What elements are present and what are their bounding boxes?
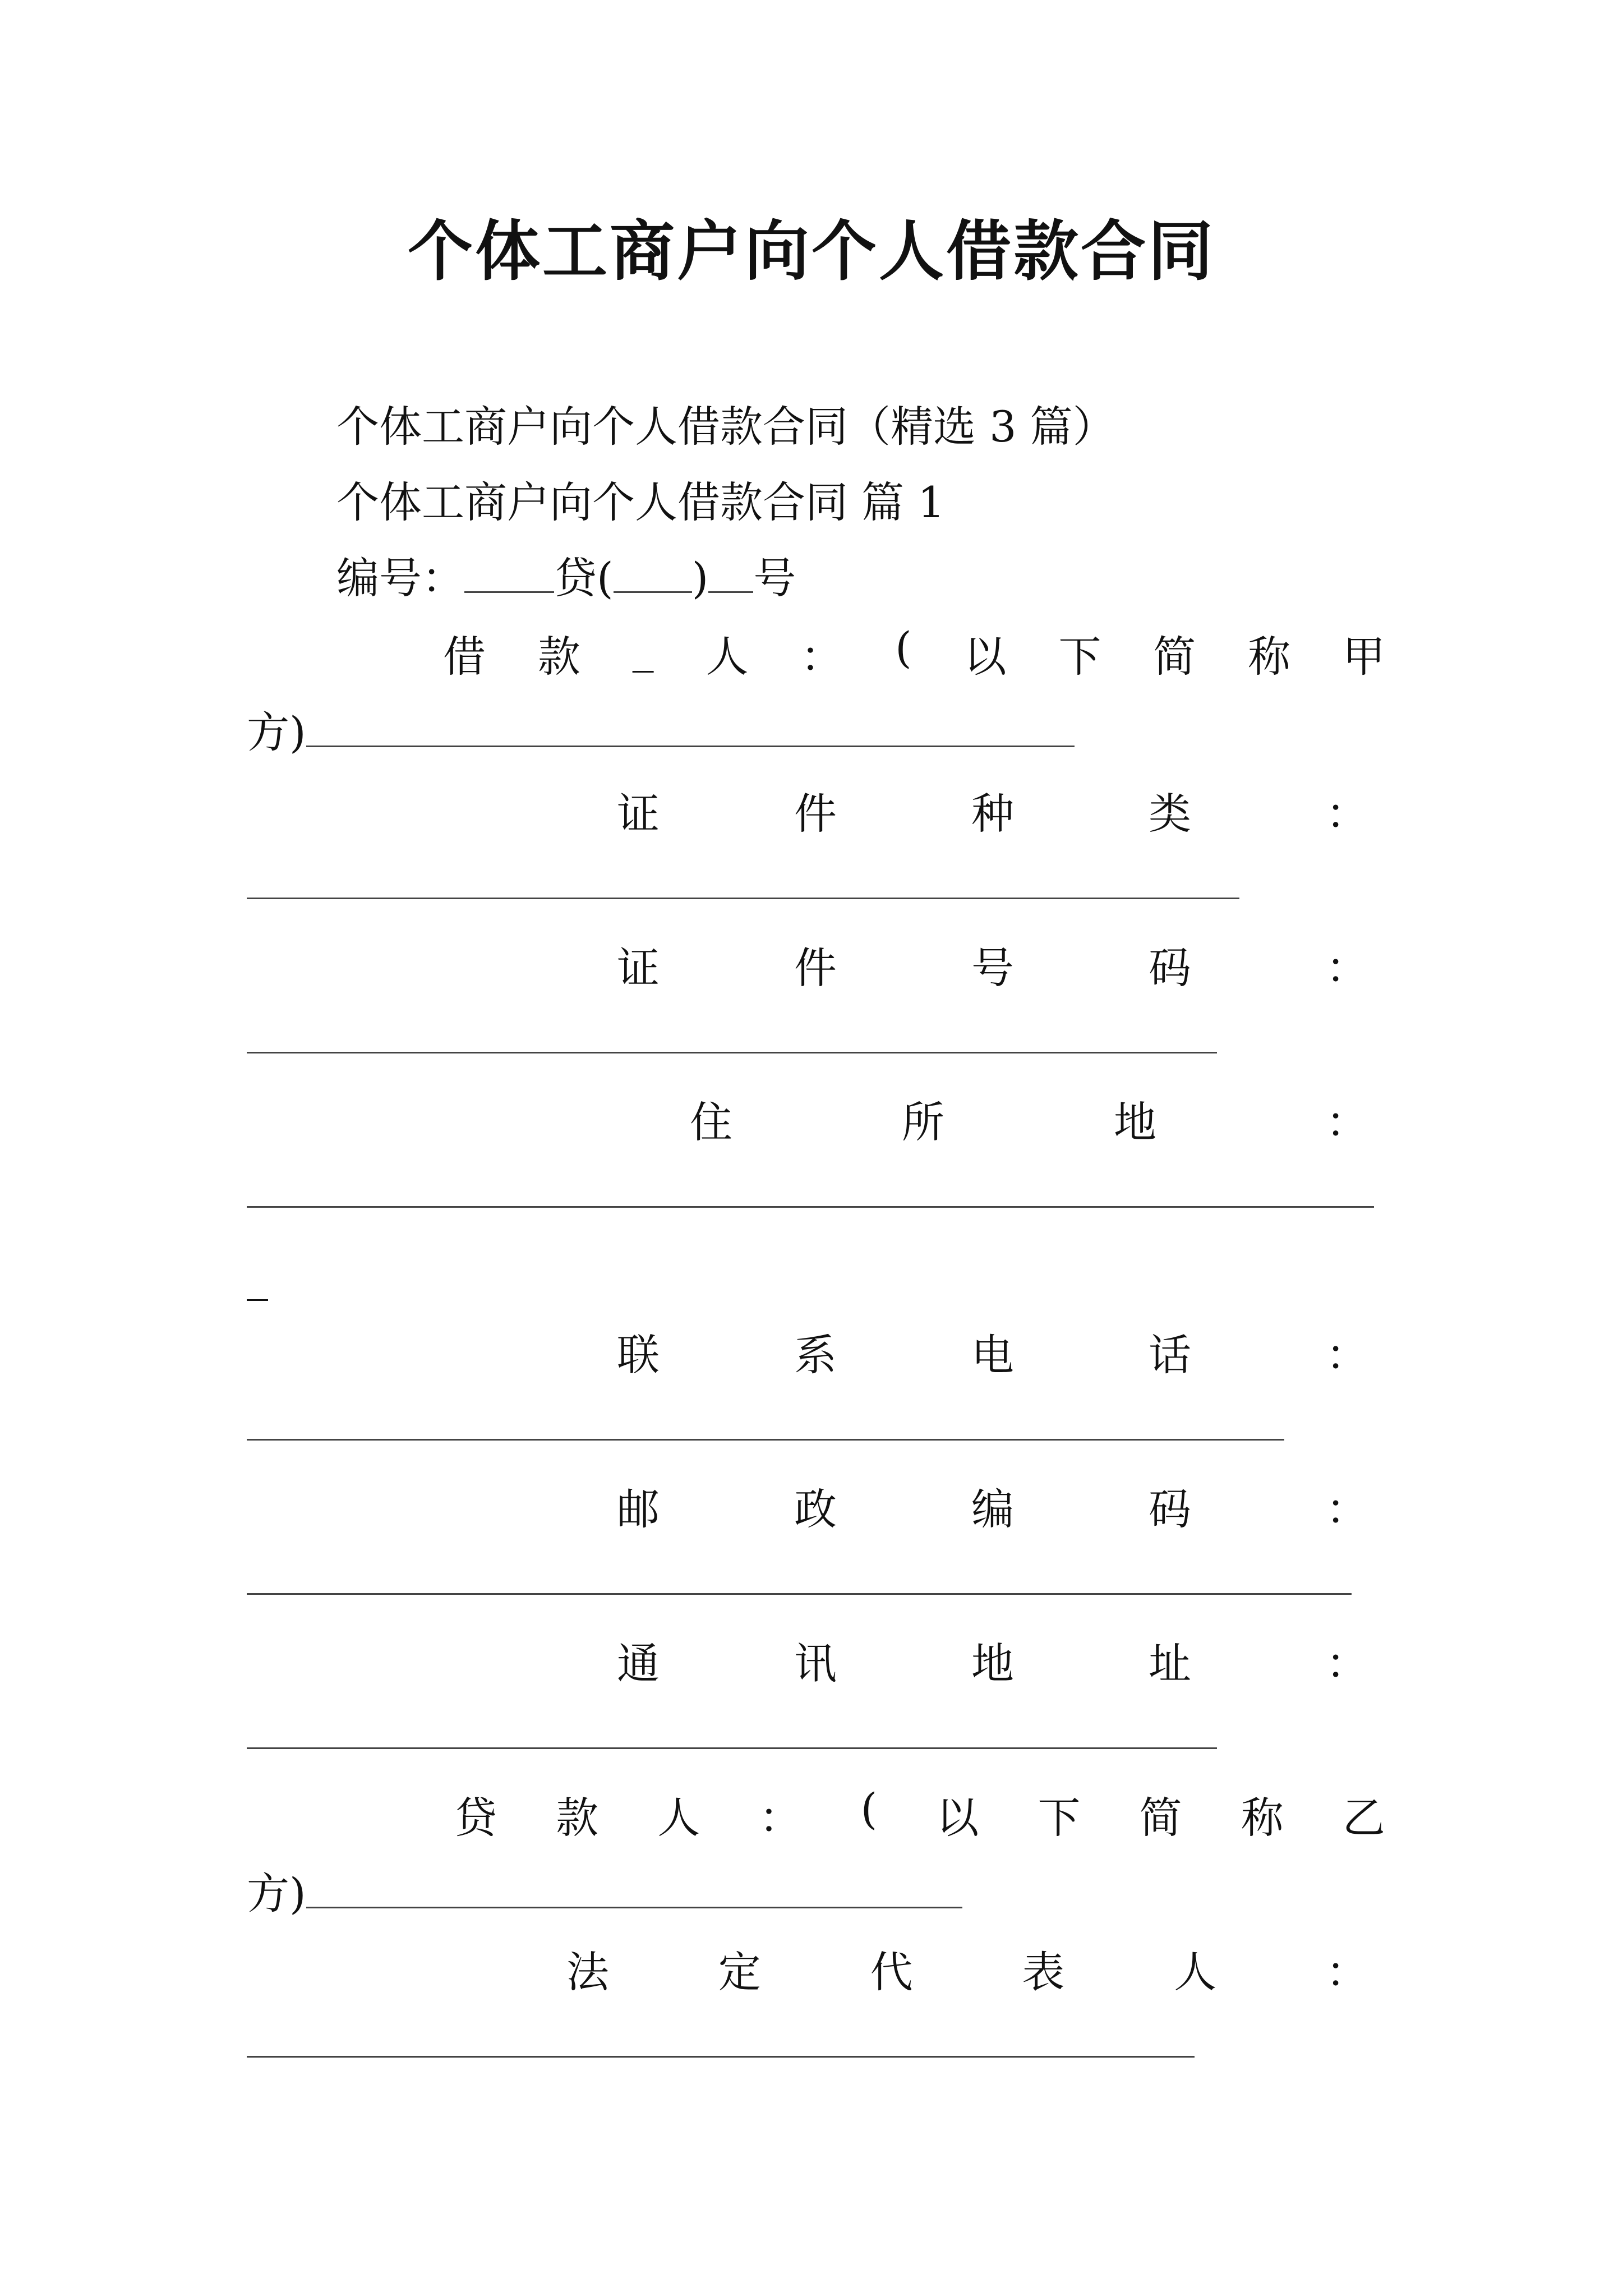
document-title: 个体工商户向个人借款合同	[408, 213, 1215, 289]
label-char: 定	[718, 1947, 761, 1997]
label-char: 表	[1022, 1947, 1065, 1997]
label-char: 证	[617, 943, 660, 993]
id-type-blank[interactable]	[247, 898, 1239, 899]
label-char: ：	[1326, 943, 1368, 993]
label-char: 地	[1114, 1097, 1156, 1147]
mailing-address-blank[interactable]	[247, 1747, 1217, 1749]
label-char: 件	[794, 789, 837, 839]
number-blank-1[interactable]	[464, 558, 554, 593]
number-close: )	[691, 553, 709, 603]
field-phone-label	[617, 1321, 1368, 1382]
borrower-name-line	[247, 698, 1075, 760]
label-char: 所	[902, 1097, 944, 1147]
borrower-label-char: 款	[537, 632, 580, 682]
borrower-label-char: 称	[1248, 632, 1291, 682]
field-id-number-label	[617, 934, 1368, 995]
number-label: 编号：	[336, 553, 464, 603]
lender-name-line	[247, 1860, 962, 1921]
number-mid: 贷(	[554, 553, 614, 603]
borrower-label-char: (	[895, 623, 912, 673]
borrower-label-char: 简	[1153, 632, 1196, 682]
legal-representative-blank[interactable]	[247, 2056, 1195, 2058]
borrower-label-char: 下	[1058, 632, 1101, 682]
number-suffix: 号	[753, 553, 796, 603]
label-char: ：	[1326, 1097, 1368, 1147]
label-char: 人	[1174, 1947, 1217, 1997]
label-char: 讯	[794, 1639, 837, 1688]
label-char: 话	[1149, 1330, 1191, 1380]
lender-label-char: 以	[936, 1793, 979, 1843]
lender-label-char: 称	[1241, 1793, 1284, 1843]
lender-label-char: 款	[556, 1793, 599, 1843]
label-char: 住	[690, 1097, 732, 1147]
label-char: 系	[794, 1330, 837, 1380]
field-id-type-label	[617, 780, 1368, 841]
lender-label-char: 简	[1139, 1793, 1182, 1843]
label-char: 通	[617, 1639, 660, 1688]
borrower-label-char: 以	[963, 632, 1007, 682]
label-char: 邮	[617, 1484, 660, 1534]
label-char: 类	[1149, 789, 1191, 839]
field-postcode-label	[617, 1475, 1368, 1536]
label-char: 法	[566, 1947, 609, 1997]
borrower-label-char: 借	[443, 632, 486, 682]
label-char: 种	[971, 789, 1014, 839]
borrower-label-end: 方)	[247, 707, 306, 757]
residence-blank[interactable]	[247, 1206, 1374, 1208]
borrower-label-char: 人	[706, 632, 749, 682]
id-number-blank[interactable]	[247, 1052, 1217, 1053]
number-blank-3[interactable]	[708, 558, 753, 593]
label-char: 号	[971, 943, 1014, 993]
residence-blank-extra: _	[247, 1251, 268, 1301]
label-char: 码	[1149, 1484, 1191, 1534]
label-char: 电	[971, 1330, 1014, 1380]
field-residence-label	[690, 1088, 1368, 1149]
borrower-label-char: 甲	[1342, 632, 1385, 682]
label-char: ：	[1325, 1947, 1368, 1997]
borrower-label-char: _	[632, 623, 654, 673]
postcode-blank[interactable]	[247, 1593, 1352, 1595]
lender-label-char: 人	[657, 1793, 700, 1843]
article-heading: 个体工商户向个人借款合同 篇 1	[336, 477, 945, 527]
label-char: 编	[971, 1484, 1014, 1534]
label-char: ：	[1326, 1639, 1368, 1688]
label-char: 联	[617, 1330, 660, 1380]
contract-number	[336, 544, 796, 605]
phone-blank[interactable]	[247, 1439, 1284, 1441]
label-char: 政	[794, 1484, 837, 1534]
lender-label-char: (	[860, 1784, 878, 1834]
lender-label-char: 乙	[1342, 1793, 1385, 1843]
label-char: ：	[1326, 1484, 1368, 1534]
label-char: 码	[1149, 943, 1191, 993]
borrower-label-char: ：	[800, 632, 843, 682]
label-char: 代	[870, 1947, 913, 1997]
field-legal-representative-label	[566, 1938, 1368, 1999]
lender-label-char: 下	[1038, 1793, 1081, 1843]
selection-heading: 个体工商户向个人借款合同（精选 3 篇）	[336, 402, 1115, 452]
borrower-label-row	[443, 623, 1385, 684]
label-char: ：	[1326, 1330, 1368, 1380]
lender-label-row	[454, 1784, 1385, 1845]
lender-label-end: 方)	[247, 1869, 306, 1918]
label-char: 证	[617, 789, 660, 839]
label-char: ：	[1326, 789, 1368, 839]
label-char: 地	[971, 1639, 1014, 1688]
label-char: 址	[1149, 1639, 1191, 1688]
label-char: 件	[794, 943, 837, 993]
field-mailing-address-label	[617, 1630, 1368, 1691]
lender-label-char: 贷	[454, 1793, 497, 1843]
lender-label-char: ：	[759, 1793, 802, 1843]
lender-name-blank[interactable]	[306, 1873, 962, 1908]
borrower-name-blank[interactable]	[306, 712, 1075, 747]
number-blank-2[interactable]	[614, 558, 692, 593]
